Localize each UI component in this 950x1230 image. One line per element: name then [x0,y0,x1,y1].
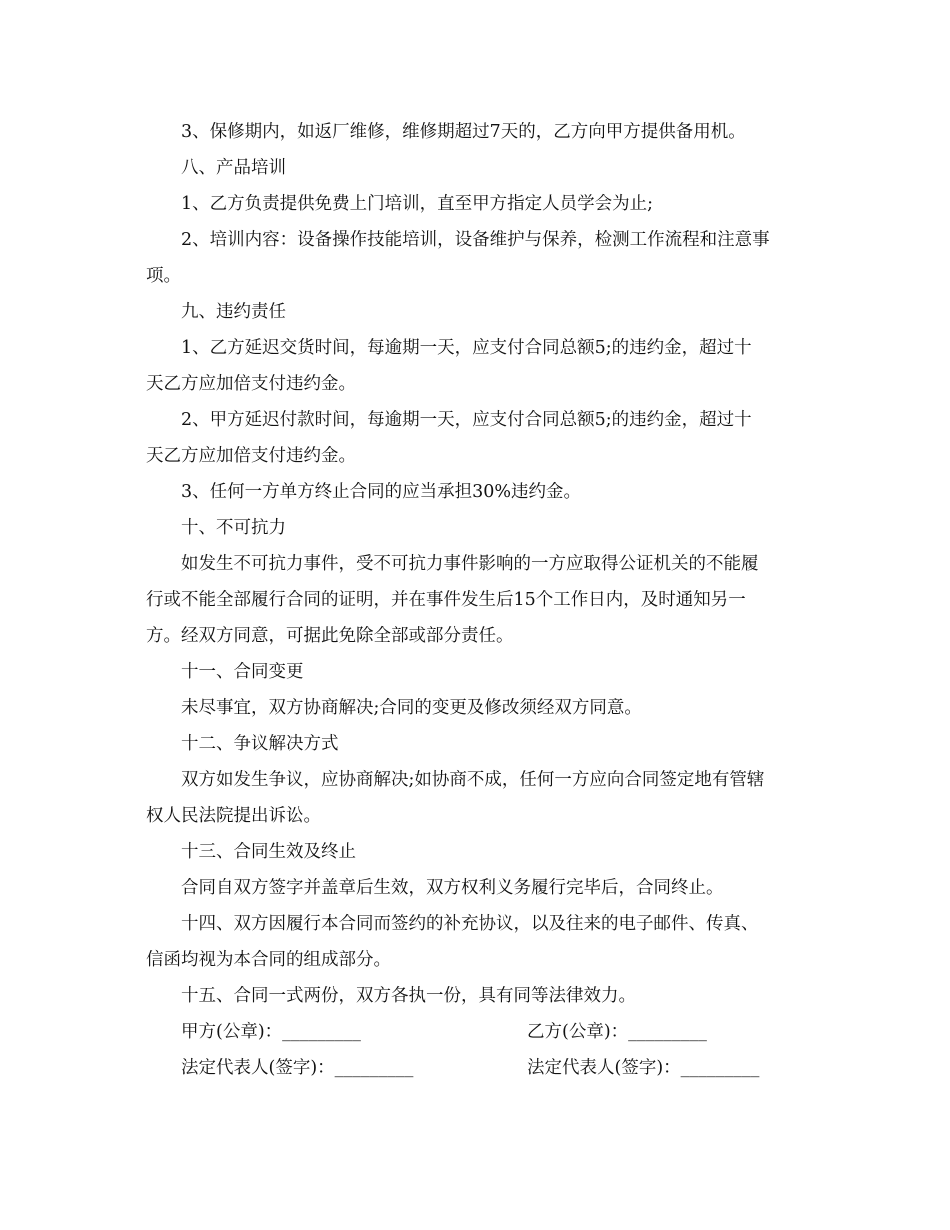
party-b-representative-field: 法定代表人(签字)：_________ [527,1058,760,1078]
signature-block [146,1014,806,1086]
section-heading-amendment: 十一、合同变更 [181,662,304,682]
clause-line: 2、甲方延迟付款时间，每逾期一天，应支付合同总额5;的违约金，超过十 [181,410,752,430]
clause-line: 如发生不可抗力事件，受不可抗力事件影响的一方应取得公证机关的不能履 [181,554,759,574]
seal-row [146,1014,806,1050]
clause-line: 3、保修期内，如返厂维修，维修期超过7天的，乙方向甲方提供备用机。 [181,122,746,142]
clause-line-continuation: 行或不能全部履行合同的证明，并在事件发生后15个工作日内，及时通知另一 [146,590,746,610]
contract-page [146,114,806,1086]
section-heading-force-majeure: 十、不可抗力 [181,518,286,538]
clause-line-continuation: 项。 [146,266,181,286]
clause-line: 十五、合同一式两份，双方各执一份，具有同等法律效力。 [181,986,636,1006]
section-heading-effectiveness: 十三、合同生效及终止 [181,842,356,862]
party-a-representative-field: 法定代表人(签字)：_________ [181,1058,414,1078]
representative-row [146,1050,806,1086]
section-heading-dispute: 十二、争议解决方式 [181,734,339,754]
clause-line-continuation: 权人民法院提出诉讼。 [146,806,321,826]
clause-line-continuation: 信函均视为本合同的组成部分。 [146,950,391,970]
clause-line-continuation: 方。经双方同意，可据此免除全部或部分责任。 [146,626,514,646]
clause-line-continuation: 天乙方应加倍支付违约金。 [146,374,356,394]
clause-line: 双方如发生争议，应协商解决;如协商不成，任何一方应向合同签定地有管辖 [181,770,765,790]
clause-line: 十四、双方因履行本合同而签约的补充协议，以及往来的电子邮件、传真、 [181,914,759,934]
clause-line: 未尽事宜，双方协商解决;合同的变更及修改须经双方同意。 [181,698,642,718]
clause-line: 合同自双方签字并盖章后生效，双方权利义务履行完毕后，合同终止。 [181,878,724,898]
party-b-seal-field: 乙方(公章)：_________ [527,1022,707,1042]
contract-body [146,114,806,1014]
clause-line-continuation: 天乙方应加倍支付违约金。 [146,446,356,466]
section-heading-liability: 九、违约责任 [181,302,286,322]
clause-line: 1、乙方延迟交货时间，每逾期一天，应支付合同总额5;的违约金，超过十 [181,338,752,358]
section-heading-training: 八、产品培训 [181,158,286,178]
clause-line: 1、乙方负责提供免费上门培训，直至甲方指定人员学会为止; [181,194,654,214]
clause-line: 2、培训内容：设备操作技能培训，设备维护与保养，检测工作流程和注意事 [181,230,770,250]
party-a-seal-field: 甲方(公章)：_________ [181,1022,361,1042]
clause-line: 3、任何一方单方终止合同的应当承担30%违约金。 [181,482,582,502]
